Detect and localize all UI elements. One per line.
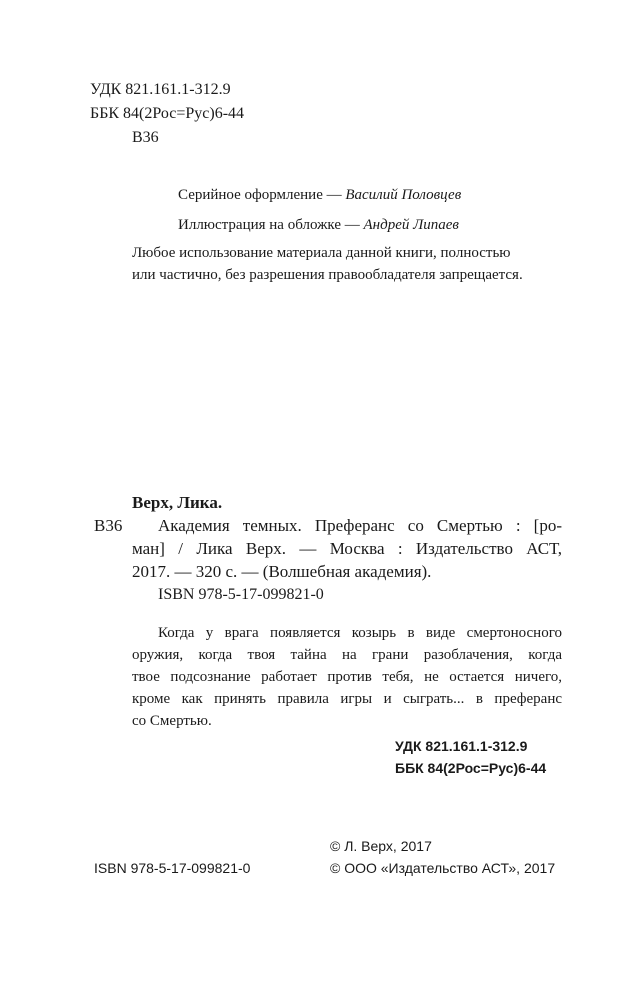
cover-illustration-name: Андрей Липаев [363,217,459,233]
annotation-line-3: твое подсознание работает против тебя, не остается ничего, [132,669,562,685]
udk-code: УДК 821.161.1-312.9 [90,81,231,98]
catalog-desc-line-2: ман] / Лика Верх. — Москва : Издательство АСТ, [132,539,562,558]
author-mark: В36 [132,129,159,146]
copyright-publisher: © ООО «Издательство АСТ», 2017 [330,860,556,876]
series-design-credit [178,184,461,206]
series-design-name: Василий Половцев [345,187,462,203]
footer-isbn: ISBN 978-5-17-099821-0 [94,860,251,876]
copyright-notice-line-1: Любое использование материала данной книги, полностью [132,245,511,261]
annotation-line-2: оружия, когда твоя тайна на грани разоблачения, когда [132,647,562,663]
cover-illustration-label: Иллюстрация на обложке — [178,217,364,233]
series-design-label: Серийное оформление — [178,187,346,203]
catalog-author: Верх, Лика. [132,493,223,512]
annotation-line-1: Когда у врага появляется козырь в виде смертоносного [158,625,562,641]
bottom-udk-code: УДК 821.161.1-312.9 [395,738,528,754]
catalog-desc-line-1: Академия темных. Преферанс со Смертью : [ро- [158,516,562,535]
copyright-author: © Л. Верх, 2017 [330,838,432,854]
cover-illustration-credit [178,214,459,236]
catalog-desc-line-3: 2017. — 320 с. — (Волшебная академия). [132,562,432,581]
copyright-notice-line-2: или частично, без разрешения правообладателя запрещается. [132,267,523,283]
bottom-bbk-code: ББК 84(2Рос=Рус)6-44 [395,760,547,776]
annotation-line-5: со Смертью. [132,713,212,729]
catalog-isbn: ISBN 978-5-17-099821-0 [158,586,324,603]
catalog-mark: В36 [94,516,123,535]
annotation-line-4: кроме как принять правила игры и сыграть... в преферанс [132,691,562,707]
bbk-code: ББК 84(2Рос=Рус)6-44 [90,105,245,122]
